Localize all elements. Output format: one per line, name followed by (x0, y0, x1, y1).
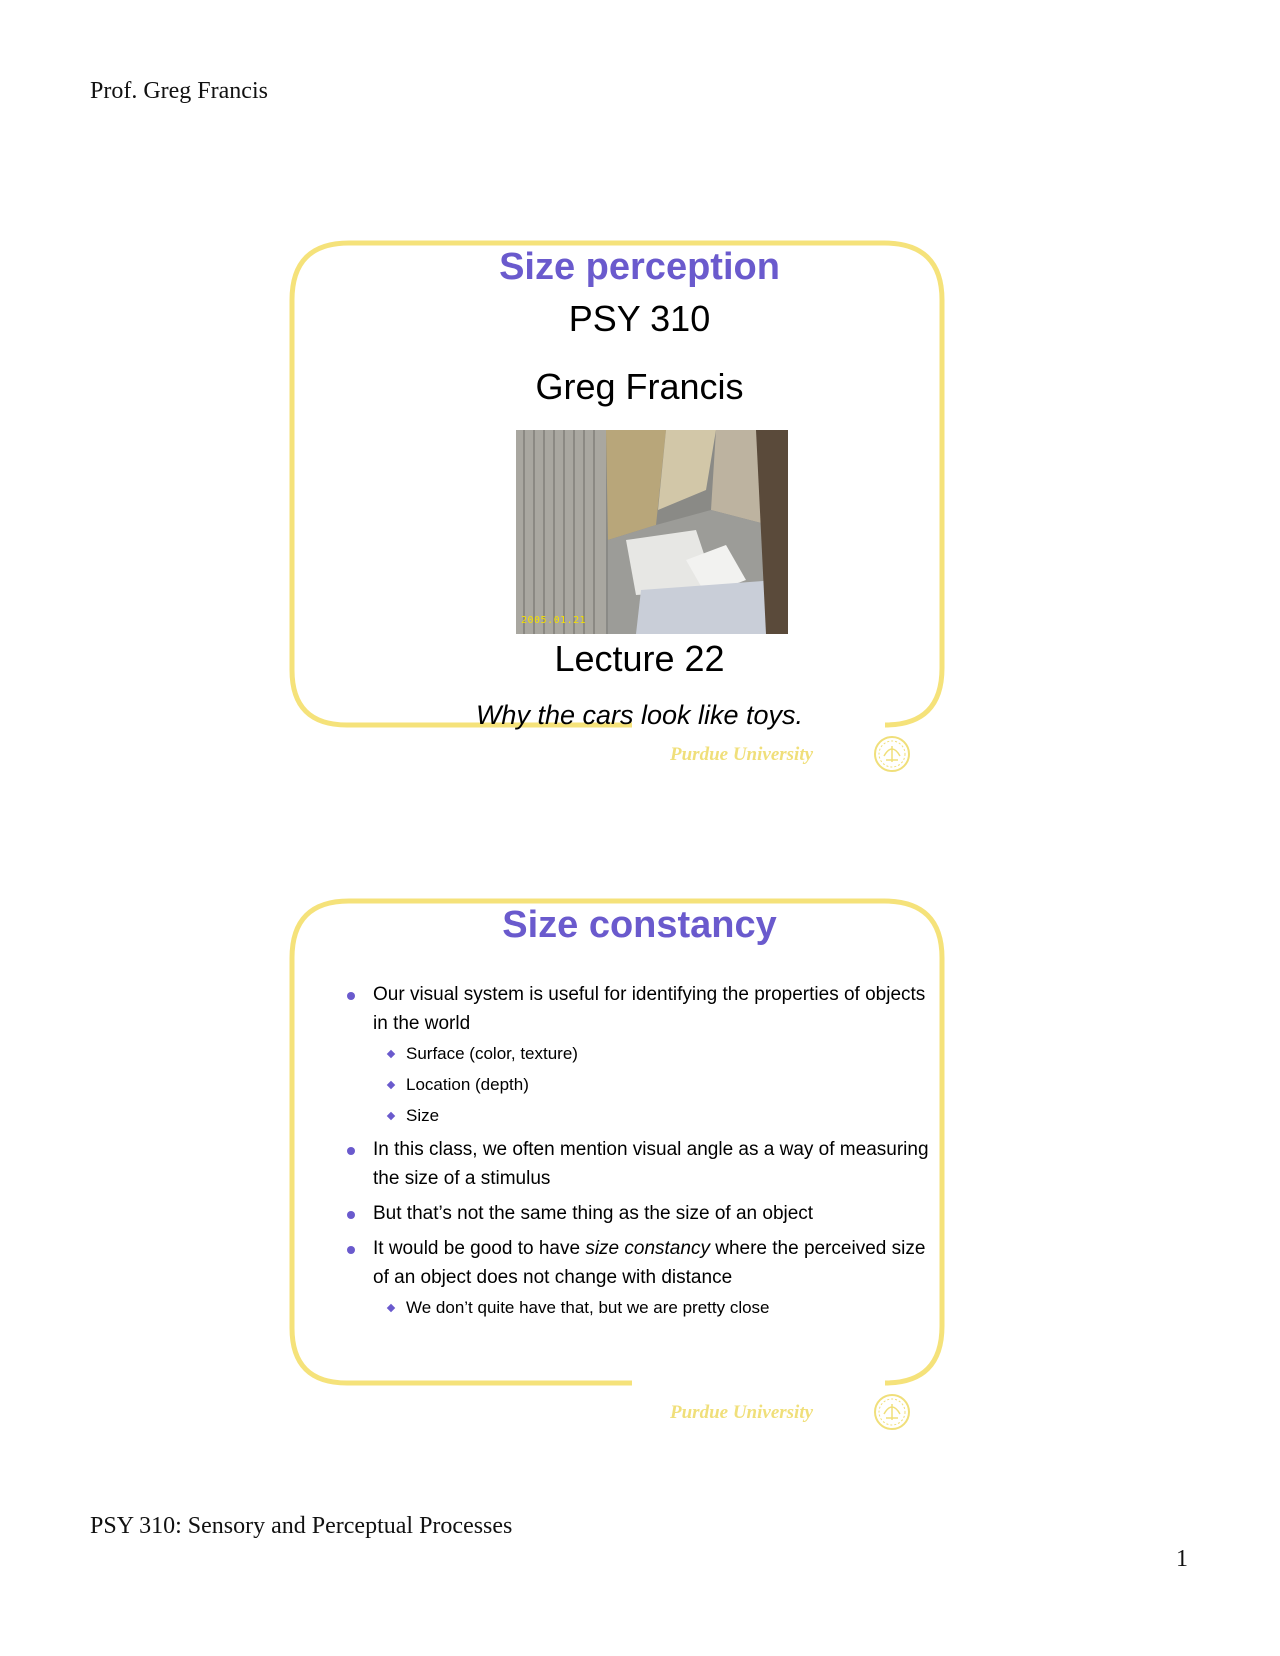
sub-bullet-item (343, 1296, 943, 1320)
author-name: Greg Francis (535, 366, 744, 407)
slide-size-constancy (287, 896, 992, 1421)
purdue-seal-icon (872, 734, 912, 774)
sub-bullet-item (343, 1042, 943, 1066)
bullet-text: In this class, we often mention visual angle as a way of measuring the size of a stimulus (373, 1139, 929, 1189)
purdue-seal-icon (872, 1392, 912, 1432)
bullet-list (343, 980, 943, 1327)
bullet-item (343, 1234, 943, 1292)
photo-date-stamp: 2005.01.21 (521, 615, 587, 626)
sub-bullet-text: We don’t quite have that, but we are pretty close (406, 1298, 770, 1317)
slide-title: Size constancy (502, 904, 777, 946)
bullet-item (343, 1199, 943, 1228)
diamond-bullet-icon (387, 1050, 395, 1058)
page-number: 1 (1176, 1546, 1188, 1572)
bullet-dot-icon (347, 1147, 355, 1155)
slide-title-slide (287, 238, 992, 763)
purdue-university-label: Purdue University (670, 1402, 814, 1423)
diamond-bullet-icon (387, 1112, 395, 1120)
bullet-text: Our visual system is useful for identifying the properties of objects in the world (373, 984, 926, 1034)
bullet-dot-icon (347, 992, 355, 1000)
sub-bullet-text: Surface (color, texture) (406, 1044, 578, 1063)
slide-subtitle: Why the cars look like toys. (475, 700, 804, 730)
bullet-text: where the perceived size of an object does not change with distance (373, 1238, 926, 1288)
sub-bullet-text: Size (406, 1106, 440, 1125)
sub-bullet-item (343, 1073, 943, 1097)
diamond-bullet-icon (387, 1304, 395, 1312)
page-header: Prof. Greg Francis (90, 78, 268, 104)
city-aerial-photo (516, 430, 788, 634)
bullet-text: But that’s not the same thing as the size of an object (373, 1203, 814, 1224)
diamond-bullet-icon (387, 1081, 395, 1089)
emphasis-term: size constancy (585, 1238, 710, 1259)
sub-bullet-item (343, 1104, 943, 1128)
lecture-number: Lecture 22 (554, 638, 725, 679)
purdue-university-label: Purdue University (670, 744, 814, 765)
slide-title: Size perception (499, 246, 780, 288)
bullet-dot-icon (347, 1246, 355, 1254)
bullet-item (343, 1135, 943, 1193)
bullet-item (343, 980, 943, 1038)
page-footer: PSY 310: Sensory and Perceptual Processes (90, 1513, 513, 1539)
course-code: PSY 310 (568, 298, 711, 339)
sub-bullet-text: Location (depth) (406, 1075, 529, 1094)
bullet-text: It would be good to have (373, 1238, 586, 1259)
bullet-dot-icon (347, 1211, 355, 1219)
